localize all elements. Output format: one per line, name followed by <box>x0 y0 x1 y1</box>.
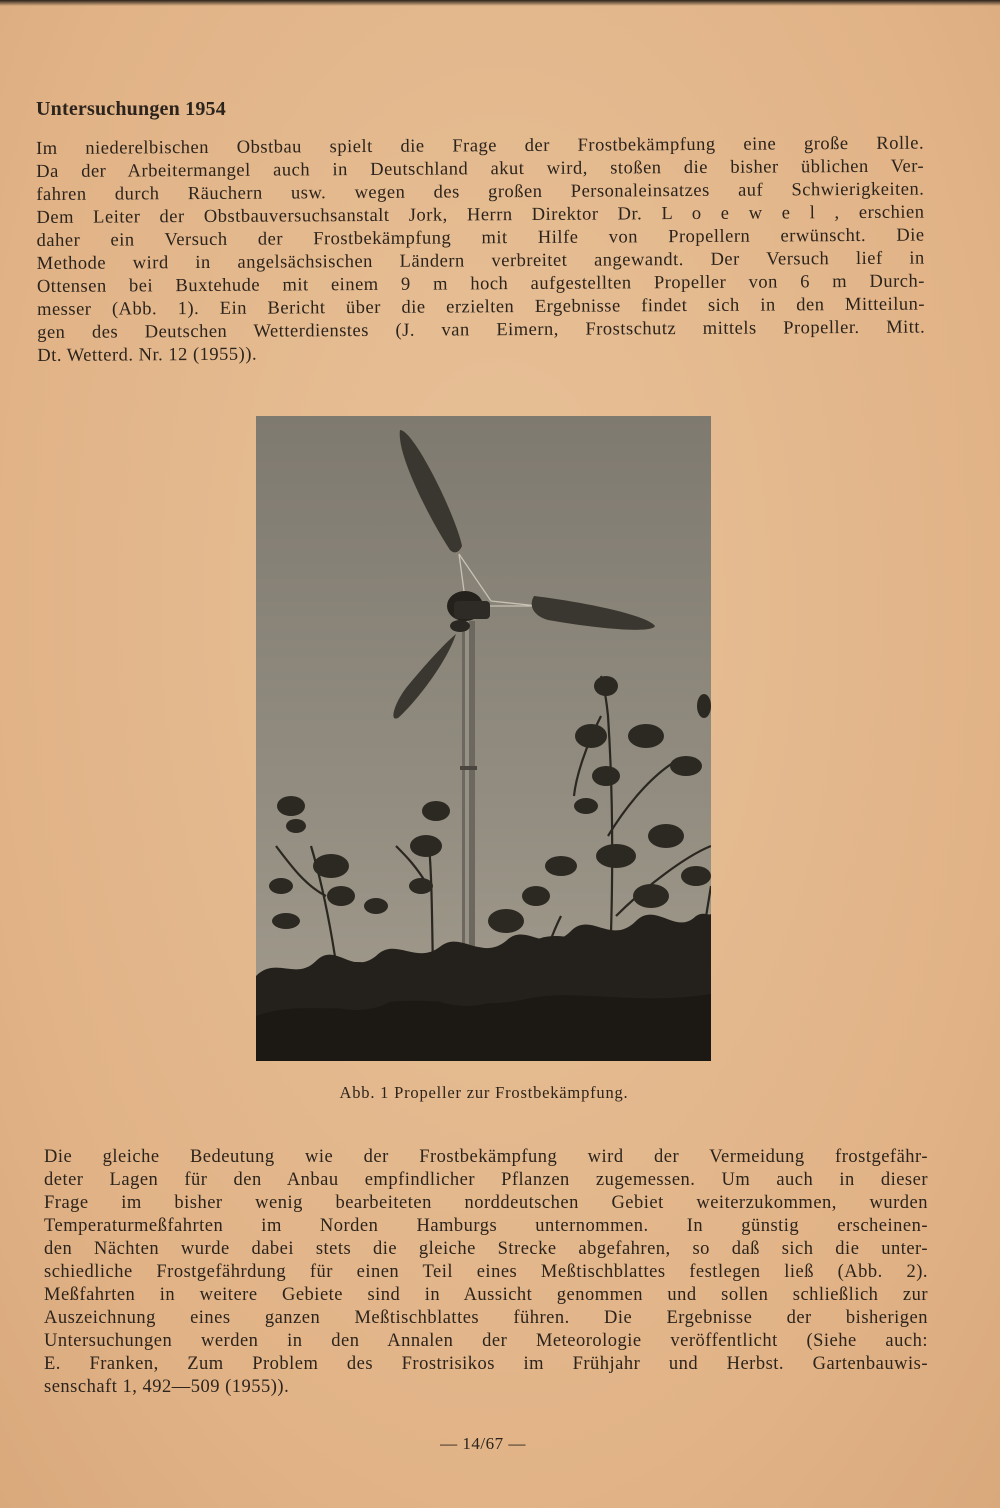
paragraph-2-line: deter Lagen für den Anbau empfindlicher Pflanzen zugemessen. Um auch in dieser <box>44 1170 928 1190</box>
paragraph-1-line: messer (Abb. 1). Ein Bericht über die erzielten Ergebnisse findet sich in den Mitteilun- <box>36 294 926 320</box>
paragraph-1-line: Ottensen bei Buxtehude mit einem 9 m hoch aufgestellten Propeller von 6 m Durch- <box>36 271 925 297</box>
paragraph-1-line: Methode wird in angelsächsischen Ländern verbreitet angewandt. Der Versuch lief in <box>36 248 925 274</box>
section-heading: Untersuchungen 1954 <box>36 98 226 120</box>
paragraph-2-line: den Nächten wurde dabei stets die gleiche Strecke abgefahren, so daß sich die unter- <box>44 1239 928 1259</box>
paragraph-2-line: Auszeichnung eines ganzen Meßtischblattes führen. Die Ergebnisse der bisherigen <box>44 1308 928 1328</box>
paragraph-2-line: E. Franken, Zum Problem des Frostrisikos im Frühjahr und Herbst. Gartenbauwis- <box>44 1354 928 1374</box>
paragraph-1-line: Im niederelbischen Obstbau spielt die Frage der Frostbekämpfung eine große Rolle. <box>36 133 925 159</box>
paragraph-2 <box>44 1146 928 1399</box>
paragraph-2-line: senschaft 1, 492—509 (1955)). <box>44 1377 290 1397</box>
paragraph-2-line: Meßfahrten in weitere Gebiete sind in Aussicht genommen und sollen schließlich zur <box>44 1285 928 1305</box>
paragraph-2-line: Frage im bisher wenig bearbeiteten norddeutschen Gebiet weiterzukommen, wurden <box>44 1193 928 1213</box>
paragraph-1-line: Dt. Wetterd. Nr. 12 (1955)). <box>37 344 258 366</box>
paragraph-2-line: Untersuchungen werden in den Annalen der Meteorologie veröffentlicht (Siehe auch: <box>44 1331 928 1351</box>
paragraph-2-line: Temperaturmeßfahrten im Norden Hamburgs unternommen. In günstig erscheinen- <box>44 1216 928 1236</box>
paragraph-1-line: Da der Arbeitermangel auch in Deutschland akut wird, stoßen die bisher üblichen Ver- <box>36 156 925 182</box>
mast <box>460 621 477 996</box>
paragraph-2-line: Die gleiche Bedeutung wie der Frostbekämpfung wird der Vermeidung frostgefähr- <box>44 1147 928 1167</box>
scan-edge-shadow <box>0 0 1000 6</box>
figure-caption: Abb. 1 Propeller zur Frostbekämpfung. <box>339 1083 629 1102</box>
paragraph-1-line: gen des Deutschen Wetterdienstes (J. van Eimern, Frostschutz mittels Propeller. Mitt. <box>37 317 926 343</box>
paragraph-1-line: fahren durch Räuchern usw. wegen des großen Personaleinsatzes auf Schwierigkeiten. <box>36 179 925 205</box>
page-number: — 14/67 — <box>440 1434 526 1453</box>
paragraph-1-line: Dem Leiter der Obstbauversuchsanstalt Jork, Herrn Direktor Dr. L o e w e l , erschien <box>36 202 925 228</box>
propeller-photo <box>256 416 711 1061</box>
paragraph-2-line: schiedliche Frostgefährdung für einen Teil eines Meßtischblattes festlegen ließ (Abb. 2). <box>44 1262 928 1282</box>
paragraph-1 <box>36 133 925 368</box>
paragraph-1-line: daher ein Versuch der Frostbekämpfung mit Hilfe von Propellern erwünscht. Die <box>36 225 925 251</box>
